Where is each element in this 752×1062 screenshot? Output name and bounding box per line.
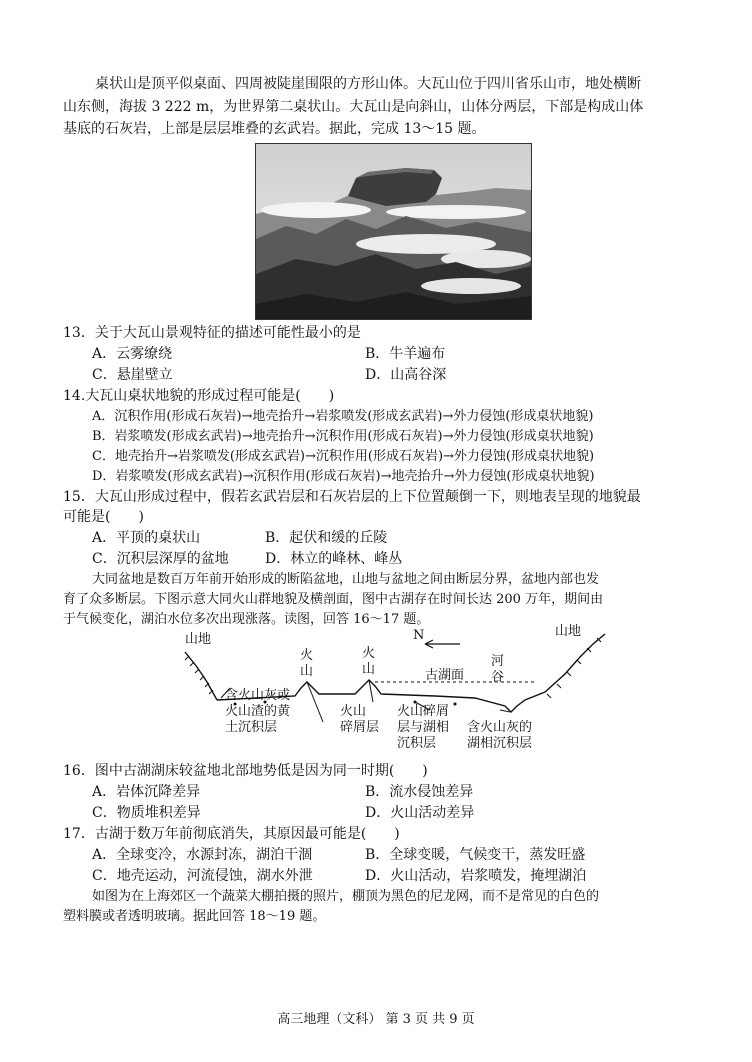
intro3-line-1: 如图为在上海郊区一个蔬菜大棚拍摄的照片，棚顶为黑色的尼龙网，而不是常见的白色的: [92, 889, 600, 904]
intro2-line-3: 于气候变化，湖泊水位多次出现涨落。读图，回答 16～17 题。: [63, 612, 430, 627]
layer2-line-2: 碎屑层: [340, 720, 380, 735]
label-river-valley-a: 河: [491, 654, 505, 669]
layer3-line-3: 沉积层: [397, 736, 437, 751]
q14-option-c[interactable]: C．地壳抬升→岩浆喷发(形成玄武岩)→沉积作用(形成石灰岩)→外力侵蚀(形成桌状地貌): [92, 449, 595, 464]
q16-option-a[interactable]: A．岩体沉降差异: [92, 784, 201, 800]
q17-option-a[interactable]: A．全球变冷，水源封冻，湖泊干涸: [92, 847, 313, 863]
layer4-line-2: 湖相沉积层: [467, 736, 533, 751]
q15-option-a[interactable]: A．平顶的桌状山: [92, 530, 201, 546]
q13-option-a[interactable]: A．云雾缭绕: [92, 346, 173, 362]
q17-stem: 17．古湖于数万年前彻底消失，其原因最可能是( ): [63, 826, 400, 842]
q15-option-b[interactable]: B．起伏和缓的丘陵: [265, 530, 388, 546]
q16-stem: 16．图中古湖湖床较盆地北部地势低是因为同一时期( ): [63, 763, 428, 779]
q16-option-b[interactable]: B．流水侵蚀差异: [365, 784, 474, 800]
q13-option-d[interactable]: D．山高谷深: [365, 367, 447, 383]
label-river-valley-b: 谷: [491, 670, 505, 685]
page-footer: 高三地理（文科） 第 3 页 共 9 页: [277, 1012, 475, 1027]
cross-section-diagram: [175, 622, 615, 757]
q15-option-c[interactable]: C．沉积层深厚的盆地: [92, 551, 229, 567]
label-mountain-right: 山地: [555, 624, 582, 639]
label-lake-surface: 古湖面: [425, 668, 465, 683]
q15-option-d[interactable]: D．林立的峰林、峰丛: [265, 551, 403, 567]
q14-option-b[interactable]: B．岩浆喷发(形成玄武岩)→地壳抬升→沉积作用(形成石灰岩)→外力侵蚀(形成桌状地貌): [92, 429, 594, 444]
q16-option-c[interactable]: C．物质堆积差异: [92, 805, 201, 821]
mesa-photo: [255, 143, 532, 320]
label-volcano-2-a: 火: [362, 646, 376, 661]
layer1-line-2: 火山渣的黄: [225, 704, 291, 719]
layer3-line-1: 火山碎屑: [397, 704, 450, 719]
intro1-line-1: 桌状山是顶平似桌面、四周被陡崖围限的方形山体。大瓦山位于四川省乐山市，地处横断: [95, 76, 641, 92]
intro1-line-3: 基底的石灰岩，上部是层层堆叠的玄武岩。据此，完成 13～15 题。: [63, 121, 486, 137]
layer2-line-1: 火山: [340, 704, 367, 719]
label-volcano-1-b: 山: [300, 664, 314, 679]
q13-option-c[interactable]: C．悬崖壁立: [92, 367, 173, 383]
label-volcano-2-b: 山: [362, 662, 376, 677]
q14-stem: 14.大瓦山桌状地貌的形成过程可能是( ): [63, 388, 335, 404]
q17-option-c[interactable]: C．地壳运动，河流侵蚀，湖水外泄: [92, 868, 313, 884]
layer1-line-1: 含火山灰或: [225, 688, 291, 703]
layer4-line-1: 含火山灰的: [467, 720, 533, 735]
intro2-line-1: 大同盆地是数百万年前开始形成的断陷盆地，山地与盆地之间由断层分界，盆地内部也发: [92, 572, 600, 587]
q17-option-d[interactable]: D．火山活动，岩浆喷发，掩埋湖泊: [365, 868, 587, 884]
layer3-line-2: 层与湖相: [397, 720, 450, 735]
label-volcano-1-a: 火: [300, 648, 314, 663]
intro3-line-2: 塑料膜或者透明玻璃。据此回答 18～19 题。: [63, 909, 326, 924]
q15-stem-line-1: 15．大瓦山形成过程中，假若玄武岩层和石灰岩层的上下位置颠倒一下，则地表呈现的地貌最: [63, 489, 641, 505]
q16-option-d[interactable]: D．火山活动差异: [365, 805, 475, 821]
intro2-line-2: 育了众多断层。下图示意大同火山群地貌及横剖面，图中古湖存在时间长达 200 万年，期间由: [63, 592, 604, 607]
label-mountain-left: 山地: [185, 632, 212, 647]
q13-option-b[interactable]: B．牛羊遍布: [365, 346, 446, 362]
q14-option-a[interactable]: A．沉积作用(形成石灰岩)→地壳抬升→岩浆喷发(形成玄武岩)→外力侵蚀(形成桌状地貌): [92, 409, 594, 424]
intro1-line-2: 山东侧，海拔 3 222 m，为世界第二桌状山。大瓦山是向斜山，山体分两层，下部是构成山体: [63, 99, 644, 115]
q15-stem-line-2: 可能是( ): [63, 509, 144, 525]
north-label: N: [413, 628, 425, 643]
layer1-line-3: 土沉积层: [225, 720, 278, 735]
q14-option-d[interactable]: D．岩浆喷发(形成玄武岩)→沉积作用(形成石灰岩)→地壳抬升→外力侵蚀(形成桌状地貌): [92, 469, 595, 484]
q13-stem: 13．关于大瓦山景观特征的描述可能性最小的是: [63, 325, 361, 341]
q17-option-b[interactable]: B．全球变暖，气候变干，蒸发旺盛: [365, 847, 586, 863]
